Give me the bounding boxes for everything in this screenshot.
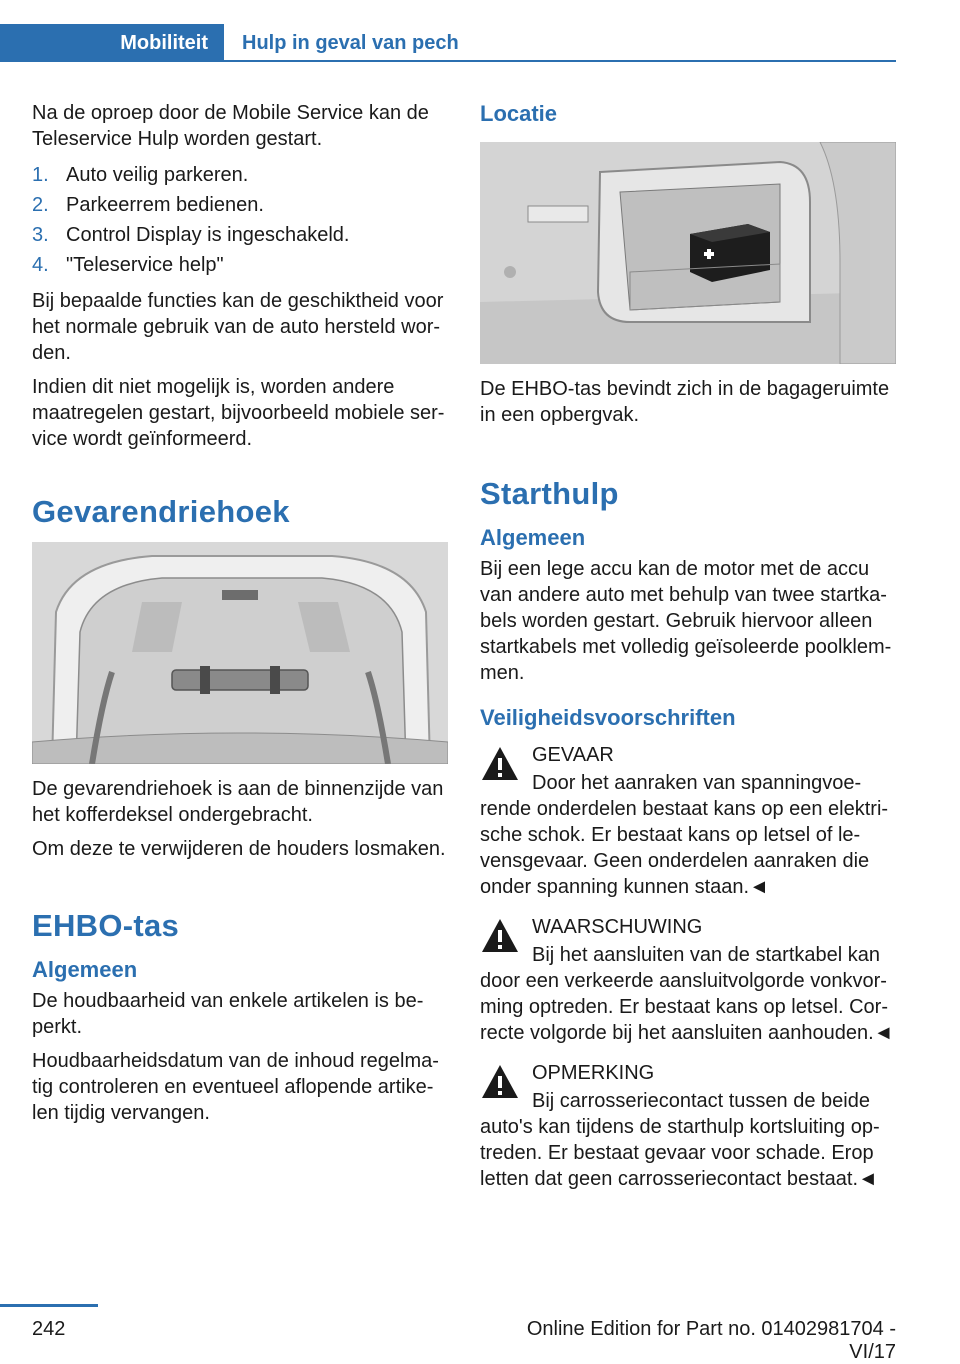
footer-rule xyxy=(0,1304,98,1307)
warning-label: OPMERKING xyxy=(532,1062,655,1084)
warning-text: Bij het aansluiten van de startkabel kan door een verkeerde aansluitvolgorde vonkvor-ming optreden. Er bestaat kans op letsel. Cor-recte volgorde bij het aansluiten aanhouden.◄ xyxy=(480,944,894,1044)
section-heading-warning-triangle: Gevarendriehoek xyxy=(32,494,290,529)
paragraph: De EHBO-tas bevindt zich in de bagageruimte in een opbergvak. xyxy=(480,378,890,426)
paragraph: Houdbaarheidsdatum van de inhoud regelma-tig controleren en eventueel aflopende artike-len tijdig vervangen. xyxy=(32,1050,439,1124)
warning-danger xyxy=(480,742,896,900)
subheading-general: Algemeen xyxy=(32,957,138,982)
warning-label: GEVAAR xyxy=(532,744,614,766)
step-text: Auto veilig parkeren. xyxy=(66,164,249,186)
warning-triangle-icon xyxy=(480,1062,520,1102)
right-column xyxy=(480,100,896,1202)
list-item xyxy=(32,220,448,250)
warning-triangle-icon xyxy=(480,744,520,784)
paragraph: Om deze te verwijderen de houders losmaken. xyxy=(32,838,446,860)
trunk-lid-image xyxy=(32,542,448,764)
step-text: Control Display is ingeschakeld. xyxy=(66,224,350,246)
warning-caution xyxy=(480,914,896,1046)
step-list xyxy=(32,160,448,280)
subheading-general: Algemeen xyxy=(480,525,586,550)
warning-text: Bij carrosseriecontact tussen de beide auto's kan tijdens de starthulp kortsluiting op-treden. Er bestaat gevaar voor schade. Erop letten dat geen carrosseriecontact bestaat.◄ xyxy=(480,1090,880,1190)
step-text: Parkeerrem bedienen. xyxy=(66,194,264,216)
storage-compartment-illustration xyxy=(480,142,896,364)
step-number: 2. xyxy=(32,194,49,216)
paragraph: Indien dit niet mogelijk is, worden andere maatregelen gestart, bijvoorbeeld mobiele ser-vice wordt geïnformeerd. xyxy=(32,376,445,450)
page-header xyxy=(0,24,896,62)
trunk-lid-illustration xyxy=(32,542,448,764)
step-number: 1. xyxy=(32,164,49,186)
page-number: 242 xyxy=(32,1318,66,1340)
warning-notice xyxy=(480,1060,896,1192)
paragraph: Bij bepaalde functies kan de geschiktheid voor het normale gebruik van de auto hersteld wor-den. xyxy=(32,290,444,364)
list-item xyxy=(32,250,448,280)
section-heading-jump-start: Starthulp xyxy=(480,476,619,511)
teleservice-intro: Na de oproep door de Mobile Service kan de Teleservice Hulp worden gestart. xyxy=(32,102,429,150)
header-rule xyxy=(224,60,896,62)
paragraph: Bij een lege accu kan de motor met de accu van andere auto met behulp van twee startka-bels worden gestart. Gebruik hiervoor alleen startkabels met volledig geïsoleerde poolklem-men. xyxy=(480,558,892,684)
step-number: 4. xyxy=(32,254,49,276)
left-column xyxy=(32,100,448,1134)
warning-label: WAARSCHUWING xyxy=(532,916,703,938)
list-item xyxy=(32,190,448,220)
subheading-location: Locatie xyxy=(480,101,558,126)
step-number: 3. xyxy=(32,224,49,246)
section-tab[interactable]: Mobiliteit xyxy=(0,24,224,62)
paragraph: De houdbaarheid van enkele artikelen is be-perkt. xyxy=(32,990,424,1038)
subheading-safety: Veiligheidsvoorschriften xyxy=(480,705,736,730)
chapter-tab[interactable]: Hulp in geval van pech xyxy=(242,32,459,54)
warning-triangle-icon xyxy=(480,916,520,956)
warning-text: Door het aanraken van spanningvoe-rende onderdelen bestaat kans op een elektri-sche schok. Er bestaat kans op letsel of le-vensgevaar. Geen onderdelen aanraken die onder spanning kunnen staan.◄ xyxy=(480,772,889,898)
luggage-compartment-image xyxy=(480,142,896,364)
list-item xyxy=(32,160,448,190)
section-heading-first-aid: EHBO-tas xyxy=(32,908,180,943)
edition-note: Online Edition for Part no. 01402981704 - VI/17 xyxy=(526,1318,896,1363)
paragraph: De gevarendriehoek is aan de binnenzijde van het kofferdeksel ondergebracht. xyxy=(32,778,444,826)
step-text: "Teleservice help" xyxy=(66,254,224,276)
